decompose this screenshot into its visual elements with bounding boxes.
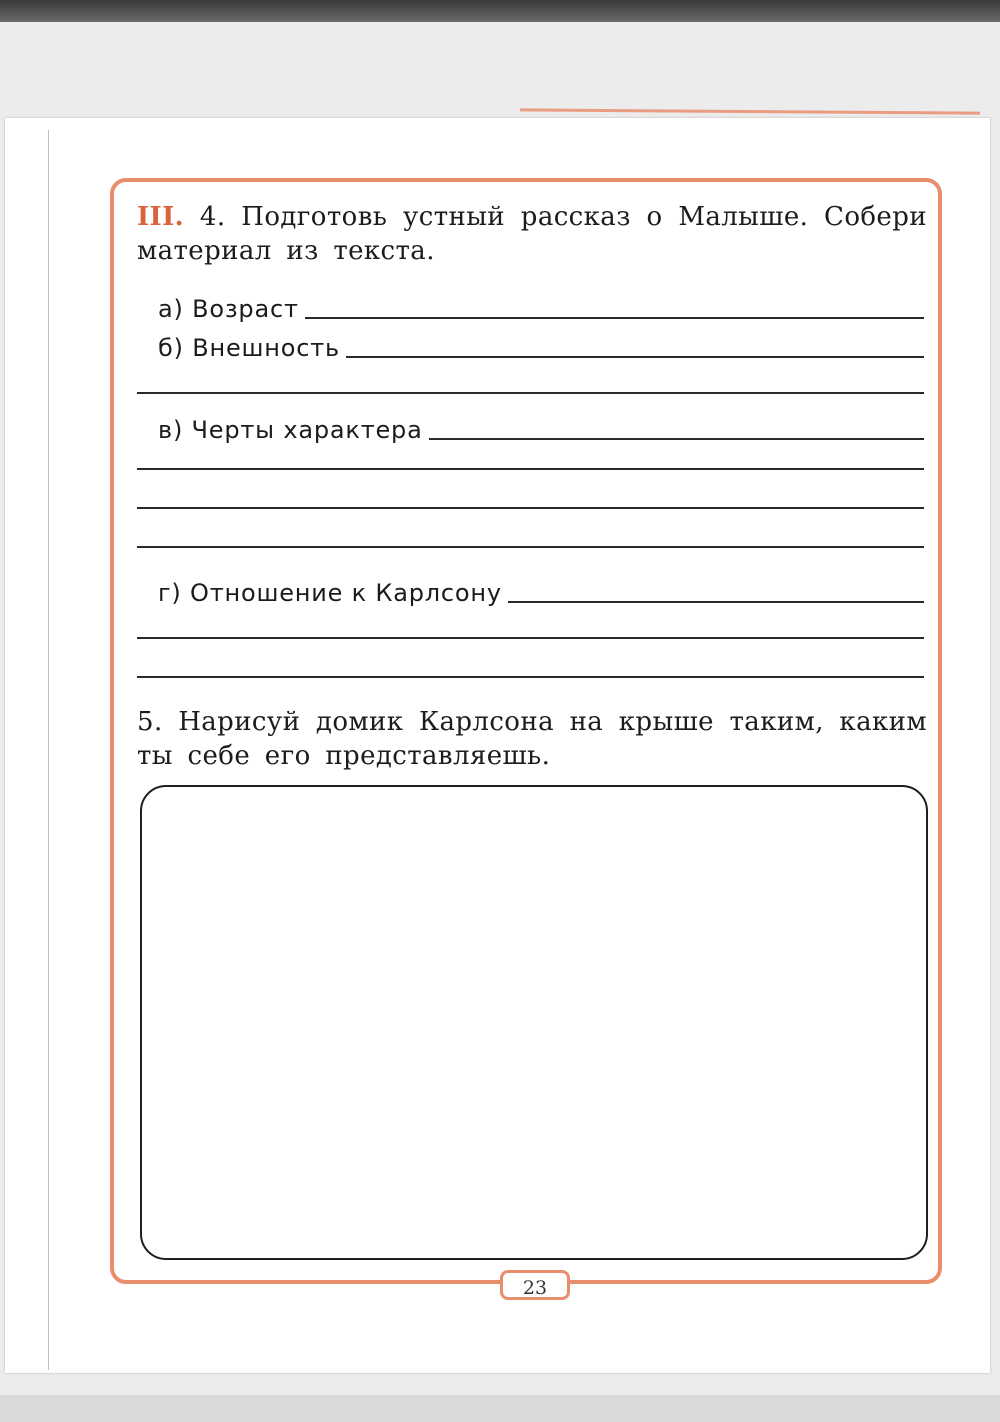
label-character: в) Черты характера (158, 416, 423, 444)
label-appearance: б) Внешность (158, 334, 340, 362)
answer-line-character-2[interactable] (137, 468, 924, 470)
answer-row-age (158, 288, 924, 324)
task-4-prompt (137, 200, 927, 268)
answer-row-attitude (158, 572, 924, 608)
scanner-bottom-edge (0, 1395, 1000, 1422)
binding-line (48, 130, 49, 1370)
label-age: а) Возраст (158, 295, 299, 323)
answer-line-attitude-2[interactable] (137, 637, 924, 639)
answer-line-character-4[interactable] (137, 546, 924, 548)
answer-row-character (158, 409, 924, 445)
page-edge-accent (520, 108, 980, 114)
answer-row-appearance (158, 327, 924, 363)
answer-line-attitude-3[interactable] (137, 676, 924, 678)
answer-line-character-3[interactable] (137, 507, 924, 509)
answer-line-attitude[interactable] (508, 601, 924, 603)
task-4-text: 4. Подготовь устный рассказ о Малыше. Собери материал из текста. (137, 202, 927, 266)
answer-line-character[interactable] (429, 438, 924, 440)
task-5-prompt: 5. Нарисуй домик Карлсона на крыше таким, каким ты себе его представляешь. (137, 707, 927, 771)
drawing-area[interactable] (140, 785, 928, 1260)
answer-line-appearance[interactable] (346, 356, 924, 358)
answer-line-age[interactable] (305, 317, 924, 319)
scanner-top-shadow (0, 0, 1000, 22)
answer-line-appearance-2[interactable] (137, 392, 924, 394)
page-number: 23 (500, 1270, 570, 1300)
section-number: III. (137, 202, 185, 232)
label-attitude: г) Отношение к Карлсону (158, 579, 502, 607)
